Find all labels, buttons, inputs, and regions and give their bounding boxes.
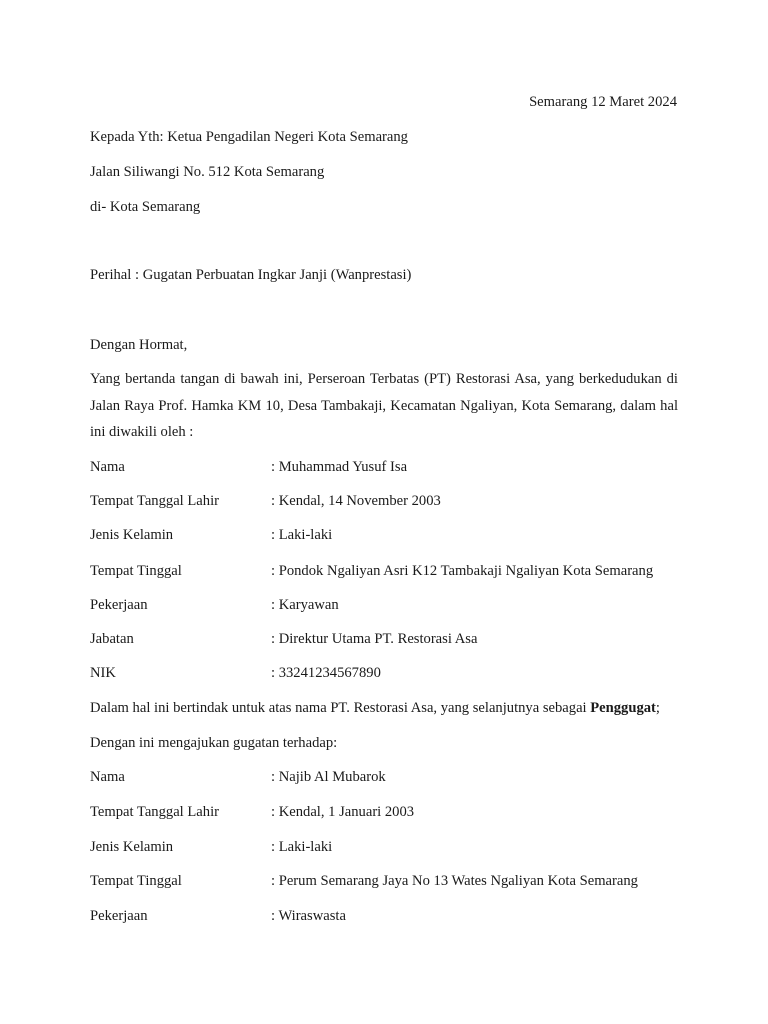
identity-label: Nama [90,769,125,785]
identity-value: : Kendal, 1 Januari 2003 [271,803,414,821]
identity-label: Tempat Tanggal Lahir [90,493,219,509]
identity-label: Jenis Kelamin [90,839,174,855]
identity-value: : Pondok Ngaliyan Asri K12 Tambakaji Ngaliyan Kota Semarang [271,562,653,580]
recipient-line-3: di- Kota Semarang [90,199,201,215]
identity-value: : Wiraswasta [271,907,346,925]
identity-value: : Karyawan [271,596,339,614]
acting-text: Dalam hal ini bertindak untuk atas nama PT. Restorasi Asa, yang selanjutnya sebagai [90,700,591,716]
intro-paragraph: Yang bertanda tangan di bawah ini, Perseroan Terbatas (PT) Restorasi Asa, yang berkedudukan di Jalan Raya Prof. Hamka KM 10, Desa Tambakaji, Kecamatan Ngaliyan, Kota Semarang, dalam hal ini diwakili oleh : [90,371,678,440]
identity-value: : Muhammad Yusuf Isa [271,458,407,476]
identity-label: NIK [90,665,116,681]
identity-value: : Direktur Utama PT. Restorasi Asa [271,630,477,648]
letter-date: Semarang 12 Maret 2024 [529,94,677,110]
identity-label: Tempat Tinggal [90,563,182,579]
salutation: Dengan Hormat, [90,337,188,353]
identity-label: Nama [90,459,125,475]
identity-value: : Laki-laki [271,838,332,856]
plaintiff-term: Penggugat [590,700,656,716]
identity-value: : 33241234567890 [271,664,381,682]
identity-label: Jabatan [90,631,134,647]
against-statement: Dengan ini mengajukan gugatan terhadap: [90,735,338,751]
identity-value: : Najib Al Mubarok [271,768,386,786]
subject-line: Perihal : Gugatan Perbuatan Ingkar Janji (Wanprestasi) [90,267,412,283]
acting-statement [90,699,660,717]
identity-value: : Perum Semarang Jaya No 13 Wates Ngaliyan Kota Semarang [271,872,638,890]
identity-value: : Kendal, 14 November 2003 [271,492,441,510]
identity-label: Tempat Tanggal Lahir [90,804,219,820]
acting-end: ; [655,700,660,716]
identity-label: Tempat Tinggal [90,873,182,889]
identity-label: Pekerjaan [90,597,148,613]
recipient-line-2: Jalan Siliwangi No. 512 Kota Semarang [90,164,325,180]
identity-label: Jenis Kelamin [90,527,174,543]
identity-label: Pekerjaan [90,908,148,924]
identity-value: : Laki-laki [271,526,332,544]
recipient-line-1: Kepada Yth: Ketua Pengadilan Negeri Kota Semarang [90,129,408,145]
